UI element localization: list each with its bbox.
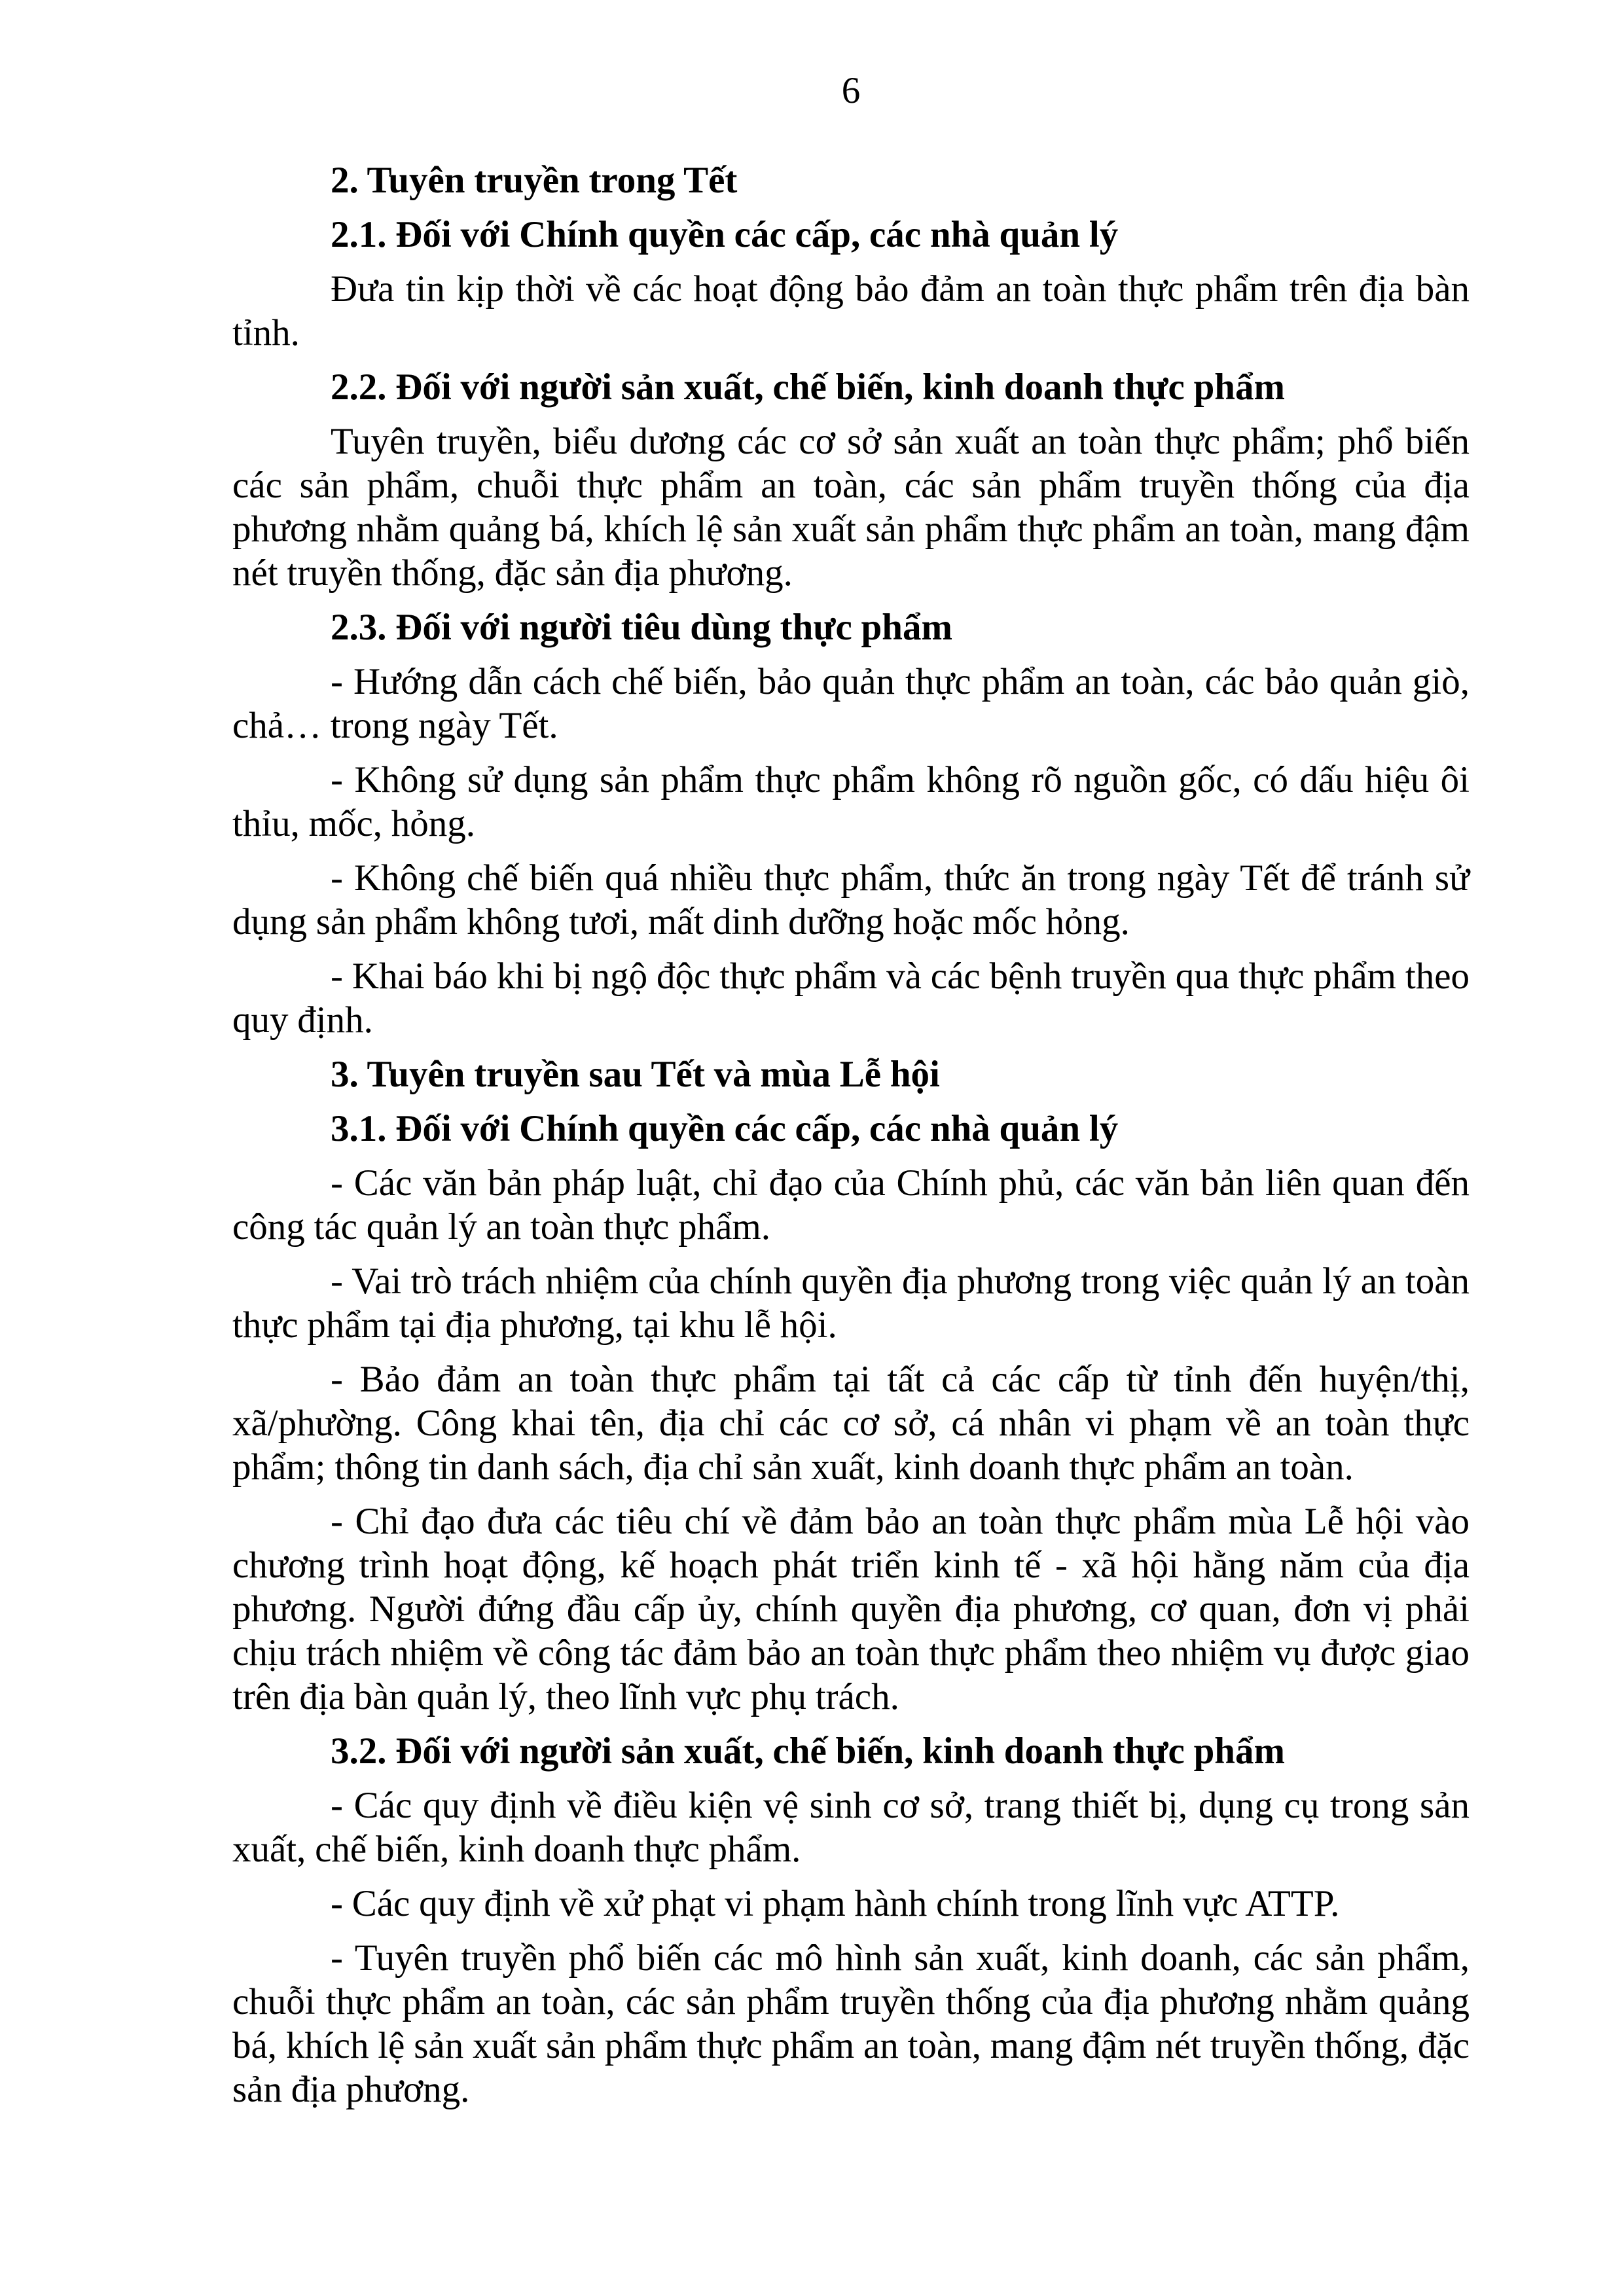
paragraph-3-1-item-2: - Vai trò trách nhiệm của chính quyền địa phương trong việc quản lý an toàn thực phẩm tại địa phương, tại khu lễ hội. <box>232 1261 1470 1346</box>
paragraph-2-3-item-3: - Không chế biến quá nhiều thực phẩm, thức ăn trong ngày Tết để tránh sử dụng sản phẩm không tươi, mất dinh dưỡng hoặc mốc hỏng. <box>232 857 1470 942</box>
paragraph-2-3-item-2: - Không sử dụng sản phẩm thực phẩm không rõ nguồn gốc, có dấu hiệu ôi thỉu, mốc, hỏng. <box>232 759 1470 844</box>
heading-3-1: 3.1. Đối với Chính quyền các cấp, các nhà quản lý <box>331 1108 1119 1149</box>
paragraph-3-2-item-2: - Các quy định về xử phạt vi phạm hành chính trong lĩnh vực ATTP. <box>331 1883 1340 1924</box>
paragraph-2-2-body: Tuyên truyền, biểu dương các cơ sở sản xuất an toàn thực phẩm; phổ biến các sản phẩm, chuỗi thực phẩm an toàn, các sản phẩm truyền thống của địa phương nhằm quảng bá, khích lệ sản xuất sản phẩm thực phẩm an toàn, mang đậm nét truyền thống, đặc sản địa phương. <box>232 421 1470 594</box>
heading-2: 2. Tuyên truyền trong Tết <box>331 160 738 201</box>
paragraph-2-3-item-4: - Khai báo khi bị ngộ độc thực phẩm và các bệnh truyền qua thực phẩm theo quy định. <box>232 956 1470 1041</box>
heading-2-1: 2.1. Đối với Chính quyền các cấp, các nhà quản lý <box>331 214 1119 255</box>
heading-2-2: 2.2. Đối với người sản xuất, chế biến, kinh doanh thực phẩm <box>331 367 1285 408</box>
heading-3-2: 3.2. Đối với người sản xuất, chế biến, kinh doanh thực phẩm <box>331 1731 1285 1772</box>
paragraph-3-1-item-4: - Chỉ đạo đưa các tiêu chí về đảm bảo an toàn thực phẩm mùa Lễ hội vào chương trình hoạt động, kế hoạch phát triển kinh tế - xã hội hằng năm của địa phương. Người đứng đầu cấp ủy, chính quyền địa phương, cơ quan, đơn vị phải chịu trách nhiệm về công tác đảm bảo an toàn thực phẩm theo nhiệm vụ được giao trên địa bàn quản lý, theo lĩnh vực phụ trách. <box>232 1501 1470 1717</box>
heading-2-3: 2.3. Đối với người tiêu dùng thực phẩm <box>331 607 952 648</box>
page-number: 6 <box>841 70 861 111</box>
paragraph-2-3-item-1: - Hướng dẫn cách chế biến, bảo quản thực phẩm an toàn, các bảo quản giò, chả… trong ngày Tết. <box>232 661 1470 746</box>
paragraph-3-1-item-3: - Bảo đảm an toàn thực phẩm tại tất cả các cấp từ tỉnh đến huyện/thị, xã/phường. Công khai tên, địa chỉ các cơ sở, cá nhân vi phạm về an toàn thực phẩm; thông tin danh sách, địa chỉ sản xuất, kinh doanh thực phẩm an toàn. <box>232 1359 1470 1488</box>
paragraph-3-1-item-1: - Các văn bản pháp luật, chỉ đạo của Chính phủ, các văn bản liên quan đến công tác quản lý an toàn thực phẩm. <box>232 1162 1470 1247</box>
heading-3: 3. Tuyên truyền sau Tết và mùa Lễ hội <box>331 1054 940 1095</box>
paragraph-3-2-item-3: - Tuyên truyền phổ biến các mô hình sản xuất, kinh doanh, các sản phẩm, chuỗi thực phẩm an toàn, các sản phẩm truyền thống của địa phương nhằm quảng bá, khích lệ sản xuất sản phẩm thực phẩm an toàn, mang đậm nét truyền thống, đặc sản địa phương. <box>232 1937 1470 2110</box>
paragraph-3-2-item-1: - Các quy định về điều kiện vệ sinh cơ sở, trang thiết bị, dụng cụ trong sản xuất, chế biến, kinh doanh thực phẩm. <box>232 1785 1470 1870</box>
paragraph-2-1-body: Đưa tin kịp thời về các hoạt động bảo đảm an toàn thực phẩm trên địa bàn tỉnh. <box>232 268 1470 353</box>
